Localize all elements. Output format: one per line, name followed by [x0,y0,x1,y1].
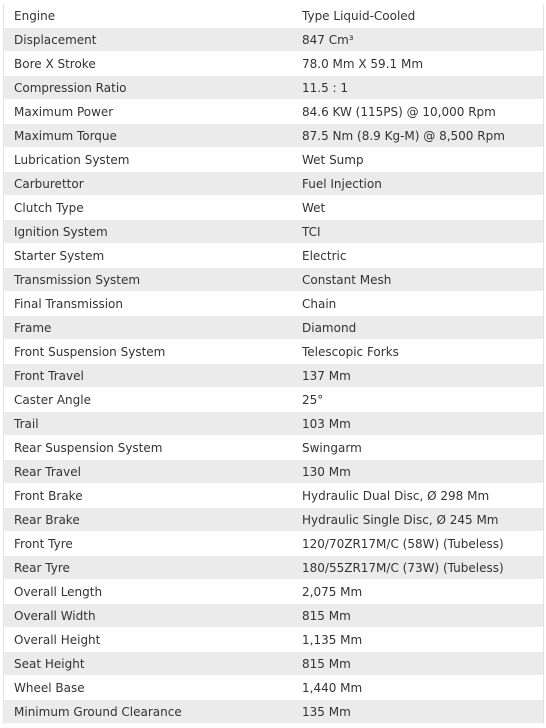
spec-row [4,484,543,508]
spec-value: Diamond [302,320,357,335]
spec-row [4,52,543,76]
spec-row [4,124,543,148]
spec-value: 1,440 Mm [302,680,363,695]
spec-label: Maximum Torque [14,128,117,143]
spec-row [4,556,543,580]
spec-label: Front Travel [14,368,84,383]
spec-row [4,4,543,28]
spec-label: Front Suspension System [14,344,166,359]
spec-row [4,412,543,436]
spec-value: 84.6 KW (115PS) @ 10,000 Rpm [302,104,496,119]
spec-label: Seat Height [14,656,85,671]
spec-value: Type Liquid-Cooled [302,8,416,23]
spec-value: 2,075 Mm [302,584,363,599]
spec-row [4,508,543,532]
spec-label: Bore X Stroke [14,56,96,71]
spec-label: Frame [14,320,52,335]
spec-label: Compression Ratio [14,80,127,95]
spec-value: 87.5 Nm (8.9 Kg-M) @ 8,500 Rpm [302,128,505,143]
spec-row [4,100,543,124]
spec-value: 78.0 Mm X 59.1 Mm [302,56,424,71]
spec-label: Final Transmission [14,296,123,311]
spec-label: Carburettor [14,176,84,191]
spec-label: Engine [14,8,56,23]
spec-label: Wheel Base [14,680,85,695]
spec-table [3,4,544,724]
spec-value: 815 Mm [302,656,351,671]
spec-value: 103 Mm [302,416,351,431]
spec-value: 137 Mm [302,368,351,383]
spec-label: Overall Width [14,608,96,623]
spec-row [4,364,543,388]
spec-value: 135 Mm [302,704,351,719]
spec-value: Wet Sump [302,152,364,167]
spec-row [4,388,543,412]
spec-value: Swingarm [302,440,362,455]
spec-row [4,460,543,484]
spec-row [4,580,543,604]
spec-label: Front Tyre [14,536,73,551]
spec-label: Starter System [14,248,105,263]
spec-label: Minimum Ground Clearance [14,704,182,719]
spec-value: 120/70ZR17M/C (58W) (Tubeless) [302,536,504,551]
spec-row [4,436,543,460]
spec-row [4,220,543,244]
spec-label: Front Brake [14,488,83,503]
spec-value: 1,135 Mm [302,632,363,647]
spec-value: 25° [302,392,324,407]
spec-value: Telescopic Forks [302,344,399,359]
spec-label: Overall Height [14,632,101,647]
spec-row [4,148,543,172]
spec-row [4,532,543,556]
spec-value: Hydraulic Single Disc, Ø 245 Mm [302,512,499,527]
spec-row [4,268,543,292]
spec-value: Hydraulic Dual Disc, Ø 298 Mm [302,488,490,503]
spec-value: Wet [302,200,326,215]
spec-label: Maximum Power [14,104,114,119]
spec-row [4,628,543,652]
spec-label: Ignition System [14,224,108,239]
spec-label: Rear Suspension System [14,440,163,455]
spec-row [4,76,543,100]
spec-row [4,676,543,700]
spec-row [4,700,543,724]
spec-row [4,604,543,628]
spec-row [4,172,543,196]
spec-label: Lubrication System [14,152,130,167]
spec-row [4,316,543,340]
spec-value: Fuel Injection [302,176,382,191]
spec-label: Rear Brake [14,512,80,527]
spec-value: TCI [302,224,321,239]
spec-label: Trail [14,416,39,431]
spec-value: 847 Cm³ [302,32,354,47]
spec-label: Rear Travel [14,464,81,479]
spec-value: Constant Mesh [302,272,392,287]
spec-value: Chain [302,296,337,311]
spec-value: 815 Mm [302,608,351,623]
spec-value: 130 Mm [302,464,351,479]
spec-label: Displacement [14,32,97,47]
spec-row [4,652,543,676]
spec-row [4,244,543,268]
spec-value: 180/55ZR17M/C (73W) (Tubeless) [302,560,504,575]
spec-label: Clutch Type [14,200,84,215]
spec-label: Rear Tyre [14,560,70,575]
spec-row [4,196,543,220]
spec-row [4,340,543,364]
spec-label: Caster Angle [14,392,91,407]
spec-value: 11.5 : 1 [302,80,349,95]
spec-row [4,28,543,52]
spec-label: Overall Length [14,584,103,599]
spec-label: Transmission System [14,272,141,287]
spec-value: Electric [302,248,347,263]
spec-row [4,292,543,316]
